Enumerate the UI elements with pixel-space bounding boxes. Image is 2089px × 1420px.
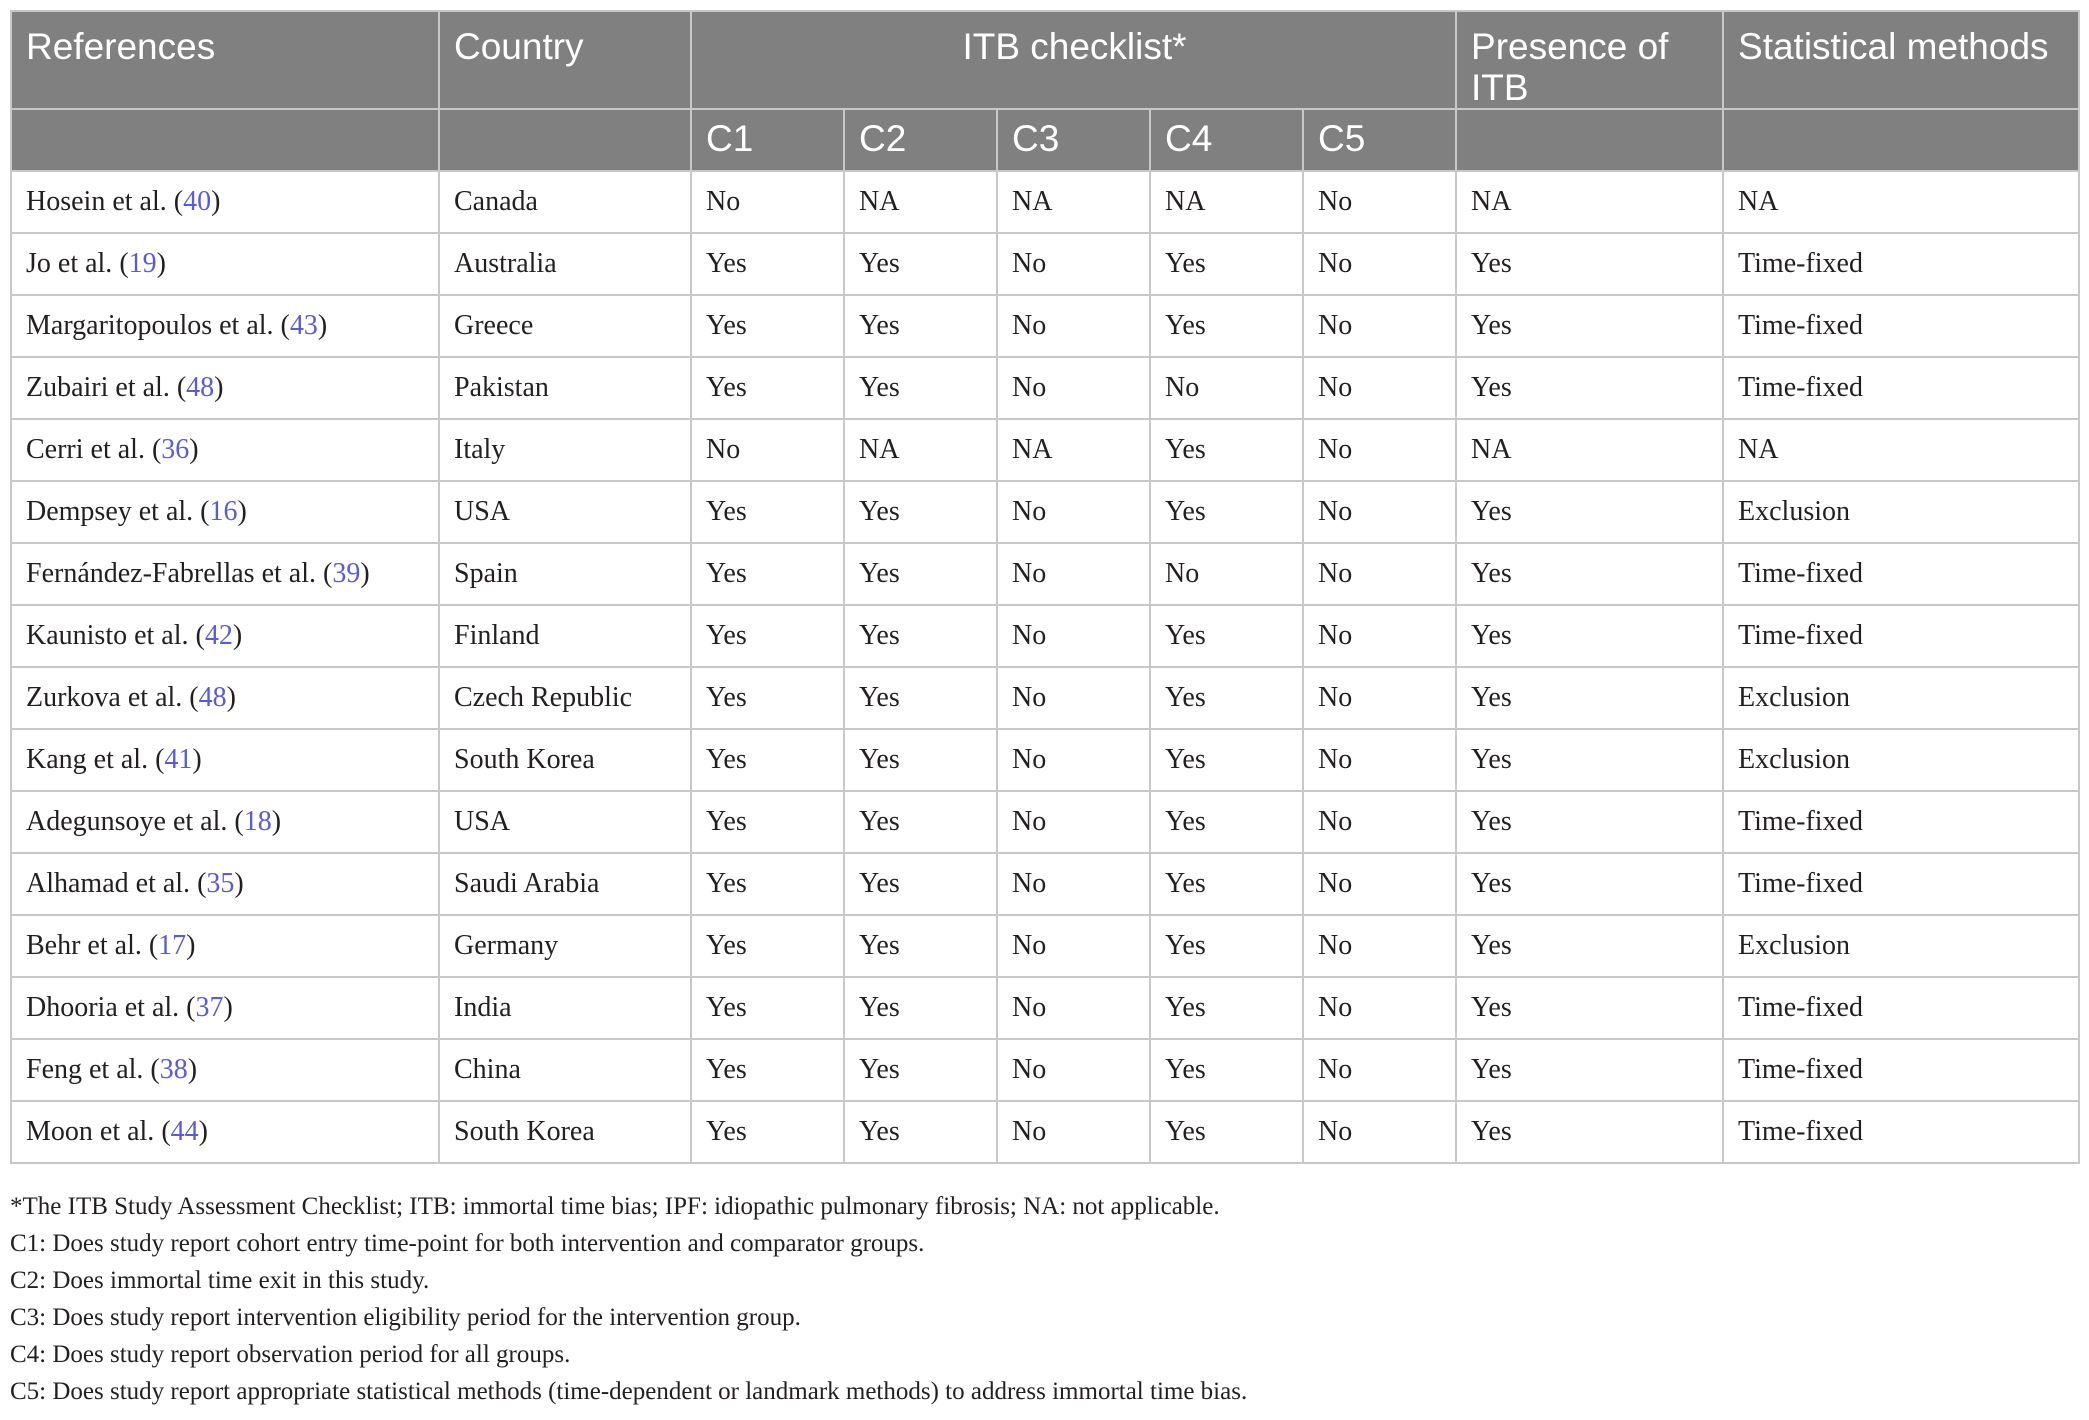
header-c3: C3	[997, 109, 1150, 171]
cell-reference: Zurkova et al. (48)	[11, 667, 439, 729]
cell-c3: No	[997, 357, 1150, 419]
cell-c3: NA	[997, 171, 1150, 233]
table-row	[11, 233, 2079, 295]
cell-c4: Yes	[1150, 791, 1303, 853]
cell-presence-of-itb: Yes	[1456, 605, 1723, 667]
reference-citation-link[interactable]: 19	[128, 248, 157, 279]
table-row	[11, 171, 2079, 233]
cell-presence-of-itb: Yes	[1456, 791, 1723, 853]
cell-country: South Korea	[439, 729, 691, 791]
table-body	[11, 171, 2079, 1163]
cell-c5: No	[1303, 171, 1456, 233]
cell-c1: Yes	[691, 977, 844, 1039]
header-c1: C1	[691, 109, 844, 171]
cell-c2: Yes	[844, 915, 997, 977]
cell-reference: Behr et al. (17)	[11, 915, 439, 977]
cell-statistical-method: Time-fixed	[1723, 1039, 2079, 1101]
cell-c4: Yes	[1150, 729, 1303, 791]
footnote-c5: C5: Does study report appropriate statistical methods (time-dependent or landmark methods) to address immortal time bias.	[10, 1378, 1248, 1405]
cell-statistical-method: Exclusion	[1723, 481, 2079, 543]
cell-c1: Yes	[691, 543, 844, 605]
cell-country: South Korea	[439, 1101, 691, 1163]
reference-author: Moon et al.	[26, 1116, 155, 1147]
cell-statistical-method: Time-fixed	[1723, 295, 2079, 357]
cell-c4: Yes	[1150, 481, 1303, 543]
cell-c3: No	[997, 233, 1150, 295]
cell-c2: Yes	[844, 295, 997, 357]
cell-country: India	[439, 977, 691, 1039]
header-country: Country	[439, 11, 691, 109]
cell-statistical-method: Time-fixed	[1723, 1101, 2079, 1163]
header-row-secondary	[11, 109, 2079, 171]
cell-c1: No	[691, 171, 844, 233]
table-row	[11, 419, 2079, 481]
cell-presence-of-itb: Yes	[1456, 729, 1723, 791]
cell-c1: Yes	[691, 853, 844, 915]
reference-citation-link[interactable]: 38	[159, 1054, 188, 1085]
reference-citation-link[interactable]: 44	[170, 1116, 199, 1147]
header-row-primary	[11, 11, 2079, 109]
cell-statistical-method: Exclusion	[1723, 729, 2079, 791]
itb-assessment-table-container	[10, 10, 2078, 1164]
reference-author: Feng et al.	[26, 1054, 144, 1085]
cell-c2: Yes	[844, 667, 997, 729]
cell-statistical-method: Time-fixed	[1723, 543, 2079, 605]
cell-c1: No	[691, 419, 844, 481]
table-row	[11, 357, 2079, 419]
cell-statistical-method: NA	[1723, 171, 2079, 233]
cell-country: Czech Republic	[439, 667, 691, 729]
header-statistical-methods: Statistical methods	[1723, 11, 2079, 109]
cell-country: Germany	[439, 915, 691, 977]
cell-statistical-method: NA	[1723, 419, 2079, 481]
cell-c5: No	[1303, 1101, 1456, 1163]
cell-c5: No	[1303, 915, 1456, 977]
cell-country: Saudi Arabia	[439, 853, 691, 915]
cell-c2: Yes	[844, 853, 997, 915]
cell-c4: NA	[1150, 171, 1303, 233]
reference-citation-link[interactable]: 17	[158, 930, 187, 961]
reference-citation-link[interactable]: 42	[204, 620, 233, 651]
footnote-c1: C1: Does study report cohort entry time-point for both intervention and comparator groups.	[10, 1230, 925, 1257]
cell-c3: No	[997, 605, 1150, 667]
table-footnotes	[10, 1188, 1247, 1410]
table-row	[11, 1101, 2079, 1163]
table-row	[11, 915, 2079, 977]
cell-country: Italy	[439, 419, 691, 481]
cell-c5: No	[1303, 233, 1456, 295]
cell-presence-of-itb: Yes	[1456, 233, 1723, 295]
cell-presence-of-itb: Yes	[1456, 915, 1723, 977]
reference-author: Alhamad et al.	[26, 868, 191, 899]
cell-statistical-method: Time-fixed	[1723, 977, 2079, 1039]
cell-reference: Feng et al. (38)	[11, 1039, 439, 1101]
cell-c2: Yes	[844, 357, 997, 419]
table-row	[11, 543, 2079, 605]
cell-statistical-method: Time-fixed	[1723, 791, 2079, 853]
cell-reference: Zubairi et al. (48)	[11, 357, 439, 419]
reference-author: Zurkova et al.	[26, 682, 183, 713]
cell-c5: No	[1303, 419, 1456, 481]
reference-citation-link[interactable]: 37	[195, 992, 224, 1023]
cell-c4: Yes	[1150, 605, 1303, 667]
cell-c5: No	[1303, 605, 1456, 667]
cell-c5: No	[1303, 357, 1456, 419]
reference-author: Cerri et al.	[26, 434, 145, 465]
cell-reference: Margaritopoulos et al. (43)	[11, 295, 439, 357]
cell-c5: No	[1303, 729, 1456, 791]
cell-reference: Dempsey et al. (16)	[11, 481, 439, 543]
reference-citation-link[interactable]: 39	[332, 558, 361, 589]
reference-citation-link[interactable]: 16	[209, 496, 238, 527]
cell-c4: Yes	[1150, 853, 1303, 915]
reference-author: Zubairi et al.	[26, 372, 170, 403]
cell-country: USA	[439, 481, 691, 543]
reference-citation-link[interactable]: 48	[186, 372, 215, 403]
cell-presence-of-itb: NA	[1456, 171, 1723, 233]
cell-c3: No	[997, 977, 1150, 1039]
cell-c1: Yes	[691, 481, 844, 543]
cell-c5: No	[1303, 977, 1456, 1039]
reference-author: Kang et al.	[26, 744, 149, 775]
footnote-abbreviations: *The ITB Study Assessment Checklist; ITB: immortal time bias; IPF: idiopathic pulmonary fibrosis; NA: not applicable.	[10, 1193, 1220, 1220]
cell-statistical-method: Exclusion	[1723, 667, 2079, 729]
header-blank-presence	[1456, 109, 1723, 171]
reference-author: Behr et al.	[26, 930, 142, 961]
table-header	[11, 11, 2079, 171]
header-c5: C5	[1303, 109, 1456, 171]
reference-author: Adegunsoye et al.	[26, 806, 228, 837]
cell-c3: No	[997, 543, 1150, 605]
reference-citation-link[interactable]: 36	[161, 434, 190, 465]
cell-c1: Yes	[691, 667, 844, 729]
cell-c2: Yes	[844, 233, 997, 295]
cell-c2: NA	[844, 419, 997, 481]
cell-presence-of-itb: Yes	[1456, 667, 1723, 729]
table-row	[11, 853, 2079, 915]
header-c2: C2	[844, 109, 997, 171]
cell-reference: Kaunisto et al. (42)	[11, 605, 439, 667]
cell-presence-of-itb: Yes	[1456, 357, 1723, 419]
cell-country: Australia	[439, 233, 691, 295]
cell-c5: No	[1303, 543, 1456, 605]
cell-c3: No	[997, 729, 1150, 791]
cell-c2: Yes	[844, 1039, 997, 1101]
cell-country: China	[439, 1039, 691, 1101]
reference-citation-link[interactable]: 48	[198, 682, 227, 713]
cell-presence-of-itb: NA	[1456, 419, 1723, 481]
cell-c4: Yes	[1150, 977, 1303, 1039]
cell-c2: Yes	[844, 1101, 997, 1163]
cell-country: Spain	[439, 543, 691, 605]
cell-c1: Yes	[691, 1039, 844, 1101]
cell-c2: Yes	[844, 605, 997, 667]
cell-reference: Adegunsoye et al. (18)	[11, 791, 439, 853]
reference-author: Kaunisto et al.	[26, 620, 189, 651]
cell-country: Greece	[439, 295, 691, 357]
table-row	[11, 481, 2079, 543]
reference-author: Dhooria et al.	[26, 992, 180, 1023]
cell-c1: Yes	[691, 605, 844, 667]
itb-assessment-table	[10, 10, 2080, 1164]
cell-c3: No	[997, 1039, 1150, 1101]
reference-author: Hosein et al.	[26, 186, 167, 217]
cell-c2: Yes	[844, 543, 997, 605]
cell-c3: No	[997, 481, 1150, 543]
cell-c3: No	[997, 667, 1150, 729]
cell-c5: No	[1303, 791, 1456, 853]
table-row	[11, 729, 2079, 791]
reference-citation-link[interactable]: 35	[206, 868, 235, 899]
cell-c4: Yes	[1150, 419, 1303, 481]
footnote-c3: C3: Does study report intervention eligibility period for the intervention group.	[10, 1304, 801, 1331]
cell-c2: Yes	[844, 729, 997, 791]
table-row	[11, 605, 2079, 667]
cell-c1: Yes	[691, 791, 844, 853]
cell-c5: No	[1303, 853, 1456, 915]
cell-c2: Yes	[844, 977, 997, 1039]
cell-c4: Yes	[1150, 915, 1303, 977]
cell-c4: Yes	[1150, 1039, 1303, 1101]
cell-c2: Yes	[844, 481, 997, 543]
cell-c3: No	[997, 853, 1150, 915]
reference-citation-link[interactable]: 41	[164, 744, 193, 775]
reference-citation-link[interactable]: 18	[243, 806, 272, 837]
cell-c5: No	[1303, 295, 1456, 357]
cell-reference: Dhooria et al. (37)	[11, 977, 439, 1039]
cell-statistical-method: Exclusion	[1723, 915, 2079, 977]
table-row	[11, 295, 2079, 357]
header-blank-country	[439, 109, 691, 171]
table-row	[11, 977, 2079, 1039]
header-blank-references	[11, 109, 439, 171]
cell-c3: No	[997, 791, 1150, 853]
cell-country: Pakistan	[439, 357, 691, 419]
header-itb-checklist: ITB checklist*	[691, 11, 1456, 109]
cell-presence-of-itb: Yes	[1456, 977, 1723, 1039]
reference-author: Fernández-Fabrellas et al.	[26, 558, 316, 589]
cell-reference: Fernández-Fabrellas et al. (39)	[11, 543, 439, 605]
cell-c3: No	[997, 915, 1150, 977]
cell-c4: No	[1150, 543, 1303, 605]
cell-c1: Yes	[691, 295, 844, 357]
cell-presence-of-itb: Yes	[1456, 295, 1723, 357]
cell-reference: Hosein et al. (40)	[11, 171, 439, 233]
cell-c3: No	[997, 295, 1150, 357]
footnote-c2: C2: Does immortal time exit in this study.	[10, 1267, 430, 1294]
cell-c2: Yes	[844, 791, 997, 853]
table-row	[11, 791, 2079, 853]
cell-c4: Yes	[1150, 1101, 1303, 1163]
cell-c4: Yes	[1150, 667, 1303, 729]
cell-presence-of-itb: Yes	[1456, 853, 1723, 915]
footnote-c4: C4: Does study report observation period for all groups.	[10, 1341, 571, 1368]
cell-c1: Yes	[691, 357, 844, 419]
reference-citation-link[interactable]: 43	[289, 310, 318, 341]
cell-presence-of-itb: Yes	[1456, 1039, 1723, 1101]
reference-author: Margaritopoulos et al.	[26, 310, 274, 341]
cell-presence-of-itb: Yes	[1456, 481, 1723, 543]
cell-c5: No	[1303, 481, 1456, 543]
cell-c1: Yes	[691, 233, 844, 295]
cell-reference: Kang et al. (41)	[11, 729, 439, 791]
cell-presence-of-itb: Yes	[1456, 1101, 1723, 1163]
cell-c1: Yes	[691, 729, 844, 791]
cell-reference: Cerri et al. (36)	[11, 419, 439, 481]
cell-c3: No	[997, 1101, 1150, 1163]
reference-author: Jo et al.	[26, 248, 113, 279]
cell-c4: No	[1150, 357, 1303, 419]
cell-c2: NA	[844, 171, 997, 233]
cell-reference: Alhamad et al. (35)	[11, 853, 439, 915]
reference-citation-link[interactable]: 40	[183, 186, 212, 217]
cell-country: Canada	[439, 171, 691, 233]
header-presence-of-itb: Presence of ITB	[1456, 11, 1723, 109]
cell-c5: No	[1303, 667, 1456, 729]
table-row	[11, 667, 2079, 729]
cell-presence-of-itb: Yes	[1456, 543, 1723, 605]
cell-country: Finland	[439, 605, 691, 667]
cell-statistical-method: Time-fixed	[1723, 605, 2079, 667]
cell-c4: Yes	[1150, 233, 1303, 295]
cell-reference: Jo et al. (19)	[11, 233, 439, 295]
reference-author: Dempsey et al.	[26, 496, 194, 527]
cell-statistical-method: Time-fixed	[1723, 233, 2079, 295]
cell-reference: Moon et al. (44)	[11, 1101, 439, 1163]
header-c4: C4	[1150, 109, 1303, 171]
header-blank-methods	[1723, 109, 2079, 171]
cell-c3: NA	[997, 419, 1150, 481]
header-references: References	[11, 11, 439, 109]
cell-c5: No	[1303, 1039, 1456, 1101]
cell-c1: Yes	[691, 1101, 844, 1163]
cell-statistical-method: Time-fixed	[1723, 357, 2079, 419]
cell-country: USA	[439, 791, 691, 853]
table-row	[11, 1039, 2079, 1101]
cell-c1: Yes	[691, 915, 844, 977]
cell-c4: Yes	[1150, 295, 1303, 357]
cell-statistical-method: Time-fixed	[1723, 853, 2079, 915]
